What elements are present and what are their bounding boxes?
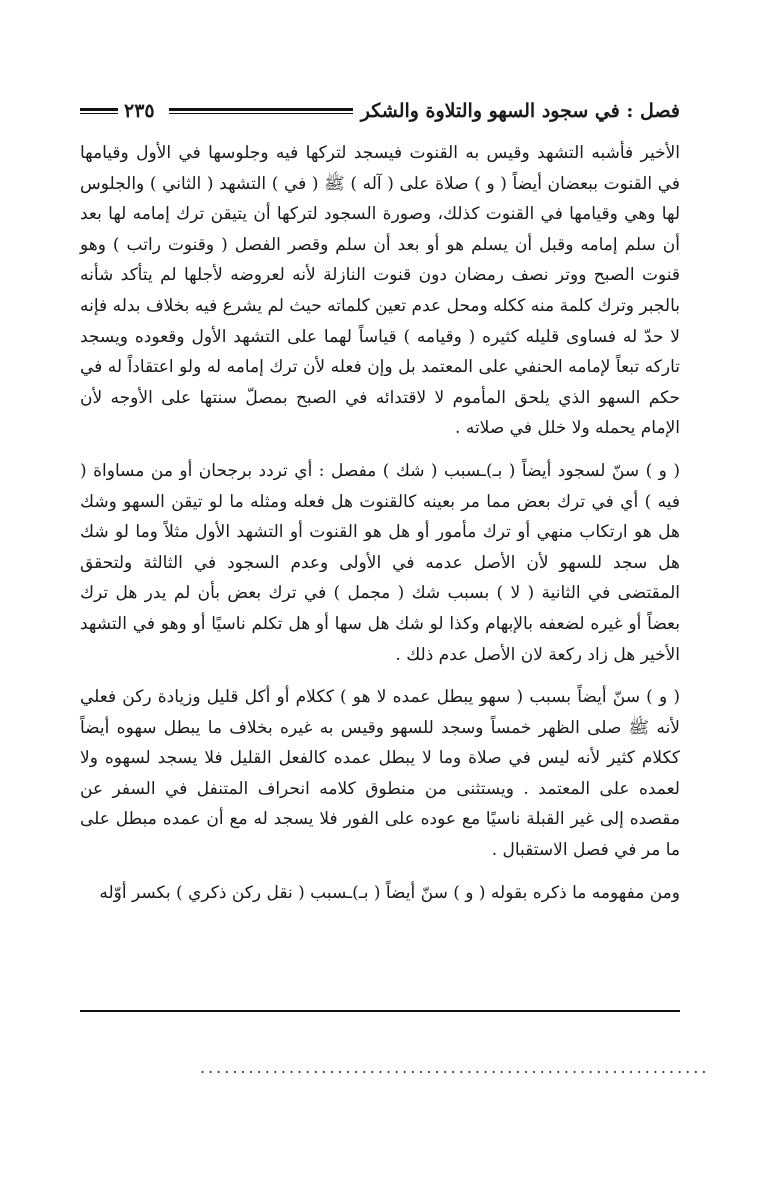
main-text [80,138,680,920]
paragraph: ومن مفهومه ما ذكره بقوله ( و ) سنّ أيضاً ( بـ)ـسبب ( نقل ركن ذكري ) بكسر أوّله [99,882,680,903]
footnote-separator [80,1010,680,1012]
running-header [80,93,680,129]
paragraph: ( و ) سنّ لسجود أيضاً ( بـ)ـسبب ( شك ) مفصل : أي تردد برجحان أو من مساواة ( فيه ) أي في ترك بعض مما مر بعينه كالقنوت هل فعله ومثله ما لو تيقن السهو وشك هل هو ارتكاب منهي أو ترك مأمور أو هل هو القنوت أو التشهد الأول مثلاً وما لو شك هل سجد للسهو لأن الأصل عدمه في الأولى وعدم السجود في الثالثة ولتحقق المقتضى في الثانية ( لا ) بسبب شك ( مجمل ) في ترك بعض بأن لم يدر هل ترك بعضاً أو غيره لضعفه بالإبهام وكذا لو شك هل سها أو هل تكلم ناسيًا أو وهو في التشهد الأخير هل زاد ركعة لان الأصل عدم ذلك . [80,460,680,665]
paragraph: الأخير فأشبه التشهد وقيس به القنوت فيسجد لتركها فيه وجلوسها في الأول وقيامها في القنوت ببعضان أيضاً ( و ) صلاة على ( آله ) ﷺ ( في ) التشهد ( الثاني ) والجلوس لها وهي وقيامها في القنوت كذلك، وصورة السجود لتركها أن يتيقن ترك إمامه لها بعد أن سلم إمامه وقبل أن يسلم هو أو بعد أن سلم وقصر الفصل ( وقنوت راتب ) وهو قنوت الصبح ووتر نصف رمضان دون قنوت النازلة لأنه لعروضه لأجلها لم يتأكد شأنه بالجبر وترك كلمة منه ككله ومحل عدم تعين كلماته حيث لم يشرع فيه بخلاف بدله فإنه لا حدّ له فساوى قليله كثيره ( وقيامه ) قياساً لهما على التشهد الأول وقعوده ويسجد تاركه تبعاً لإمامه الحنفي على المعتمد بل وإن فعله لأن ترك إمامه له ولو اعتقاداً له في حكم السهو الذي يلحق المأموم لا لاقتدائه في الصبح بمصلّ سنتها على الأوجه لأن الإمام يحمله ولا خلل في صلاته . [80,143,680,439]
page-number: ٢٣٥ [124,100,155,122]
footnote-dots: ............................................................... [200,1058,710,1077]
header-rule-short [80,108,118,114]
chapter-title: فصل : في سجود السهو والتلاوة والشكر [360,100,680,122]
header-rule [169,108,353,114]
paragraph: ( و ) سنّ أيضاً بسبب ( سهو يبطل عمده لا هو ) ككلام أو أكل قليل وزيادة ركن فعلي لأنه ﷺ صلى الظهر خمساً وسجد للسهو وقيس به غيره بخلاف ما يبطل سهوه أيضاً ككلام كثير لأنه ليس في صلاة وما لا يبطل عمده كالفعل القليل فلا يسجد لسهوه ولا لعمده على المعتمد . ويستثنى من منطوق كلامه انحراف المتنفل في السفر عن مقصده إلى غير القبلة ناسيًا مع عوده على الفور فلا يسجد له مع أن عمده مبطل على ما مر في فصل الاستقبال . [80,687,680,861]
